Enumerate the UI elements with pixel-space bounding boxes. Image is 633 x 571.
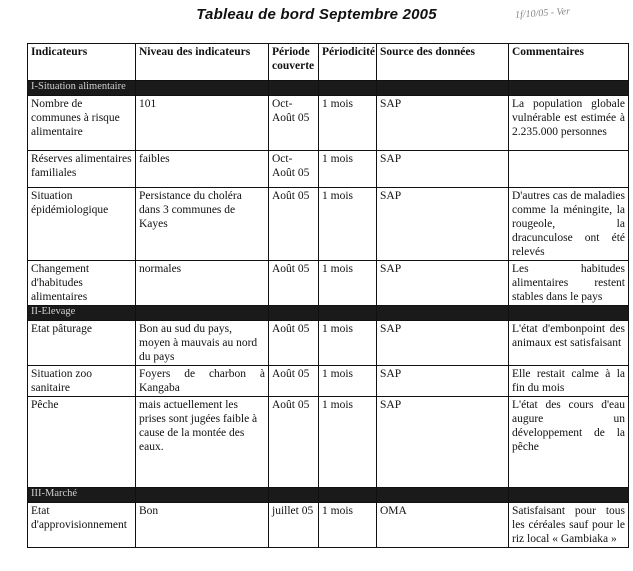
table-row xyxy=(28,261,629,306)
cell-niveau: Bon au sud du pays, moyen à mauvais au nord du pays xyxy=(136,321,269,366)
document-title: Tableau de bord Septembre 2005 xyxy=(196,6,437,23)
cell-indicateur: Changement d'habitudes alimentaires xyxy=(28,261,136,306)
cell-niveau: Bon xyxy=(136,503,269,548)
header-commentaires: Commentaires xyxy=(509,44,629,81)
cell-periode: Août 05 xyxy=(269,188,319,261)
cell-niveau: 101 xyxy=(136,96,269,151)
cell-commentaire: Les habitudes alimentaires restent stables dans le pays xyxy=(509,261,629,306)
cell-indicateur: Réserves alimentaires familiales xyxy=(28,151,136,188)
cell-niveau: faibles xyxy=(136,151,269,188)
cell-periodicite: 1 mois xyxy=(319,151,377,188)
cell-periode: Oct-Août 05 xyxy=(269,96,319,151)
cell-source: SAP xyxy=(377,397,509,488)
cell-indicateur: Etat pâturage xyxy=(28,321,136,366)
cell-niveau: Persistance du choléra dans 3 communes de Kayes xyxy=(136,188,269,261)
header-indicateurs: Indicateurs xyxy=(28,44,136,81)
cell-periode: juillet 05 xyxy=(269,503,319,548)
cell-source: SAP xyxy=(377,321,509,366)
section-row-marche xyxy=(28,488,629,503)
cell-periode: Août 05 xyxy=(269,261,319,306)
cell-periodicite: 1 mois xyxy=(319,261,377,306)
section-label: III-Marché xyxy=(28,488,136,503)
cell-periode: Août 05 xyxy=(269,321,319,366)
table-row xyxy=(28,321,629,366)
cell-commentaire: Satisfaisant pour tous les céréales sauf pour le riz local « Gambiaka » xyxy=(509,503,629,548)
section-row-situation-alimentaire xyxy=(28,81,629,96)
cell-indicateur: Situation épidémiologique xyxy=(28,188,136,261)
header-periode: Période couverte xyxy=(269,44,319,81)
cell-periodicite: 1 mois xyxy=(319,503,377,548)
cell-commentaire: L'état d'embonpoint des animaux est satisfaisant xyxy=(509,321,629,366)
cell-periodicite: 1 mois xyxy=(319,96,377,151)
cell-periodicite: 1 mois xyxy=(319,366,377,397)
cell-source: SAP xyxy=(377,366,509,397)
cell-indicateur: Situation zoo sanitaire xyxy=(28,366,136,397)
cell-indicateur: Etat d'approvisionnement xyxy=(28,503,136,548)
cell-source: SAP xyxy=(377,261,509,306)
cell-commentaire: D'autres cas de maladies comme la méningite, la rougeole, la dracunculose ont été relevés xyxy=(509,188,629,261)
table-row xyxy=(28,366,629,397)
cell-commentaire: L'état des cours d'eau augure un développement de la pêche xyxy=(509,397,629,488)
cell-periodicite: 1 mois xyxy=(319,188,377,261)
cell-indicateur: Nombre de communes à risque alimentaire xyxy=(28,96,136,151)
section-label: II-Elevage xyxy=(28,306,136,321)
cell-source: SAP xyxy=(377,151,509,188)
handwritten-note: 1f/10/05 - Ver xyxy=(514,6,571,21)
cell-niveau: mais actuellement les prises sont jugées faible à cause de la montée des eaux. xyxy=(136,397,269,488)
dashboard-table xyxy=(27,43,629,548)
section-row-elevage xyxy=(28,306,629,321)
table-row xyxy=(28,397,629,488)
cell-periodicite: 1 mois xyxy=(319,321,377,366)
cell-indicateur: Pêche xyxy=(28,397,136,488)
table-row xyxy=(28,188,629,261)
cell-source: SAP xyxy=(377,188,509,261)
cell-source: OMA xyxy=(377,503,509,548)
cell-commentaire: Elle restait calme à la fin du mois xyxy=(509,366,629,397)
cell-periode: Oct-Août 05 xyxy=(269,151,319,188)
section-label: I-Situation alimentaire xyxy=(28,81,136,96)
cell-niveau: Foyers de charbon à Kangaba xyxy=(136,366,269,397)
header-row xyxy=(28,44,629,81)
header-niveau: Niveau des indicateurs xyxy=(136,44,269,81)
table-row xyxy=(28,151,629,188)
cell-periodicite: 1 mois xyxy=(319,397,377,488)
cell-periode: Août 05 xyxy=(269,366,319,397)
header-periodicite: Périodicité xyxy=(319,44,377,81)
cell-source: SAP xyxy=(377,96,509,151)
cell-commentaire: La population globale vulnérable est estimée à 2.235.000 personnes xyxy=(509,96,629,151)
header-source: Source des données xyxy=(377,44,509,81)
cell-commentaire xyxy=(509,151,629,188)
cell-periode: Août 05 xyxy=(269,397,319,488)
table-row xyxy=(28,503,629,548)
table-row xyxy=(28,96,629,151)
cell-niveau: normales xyxy=(136,261,269,306)
